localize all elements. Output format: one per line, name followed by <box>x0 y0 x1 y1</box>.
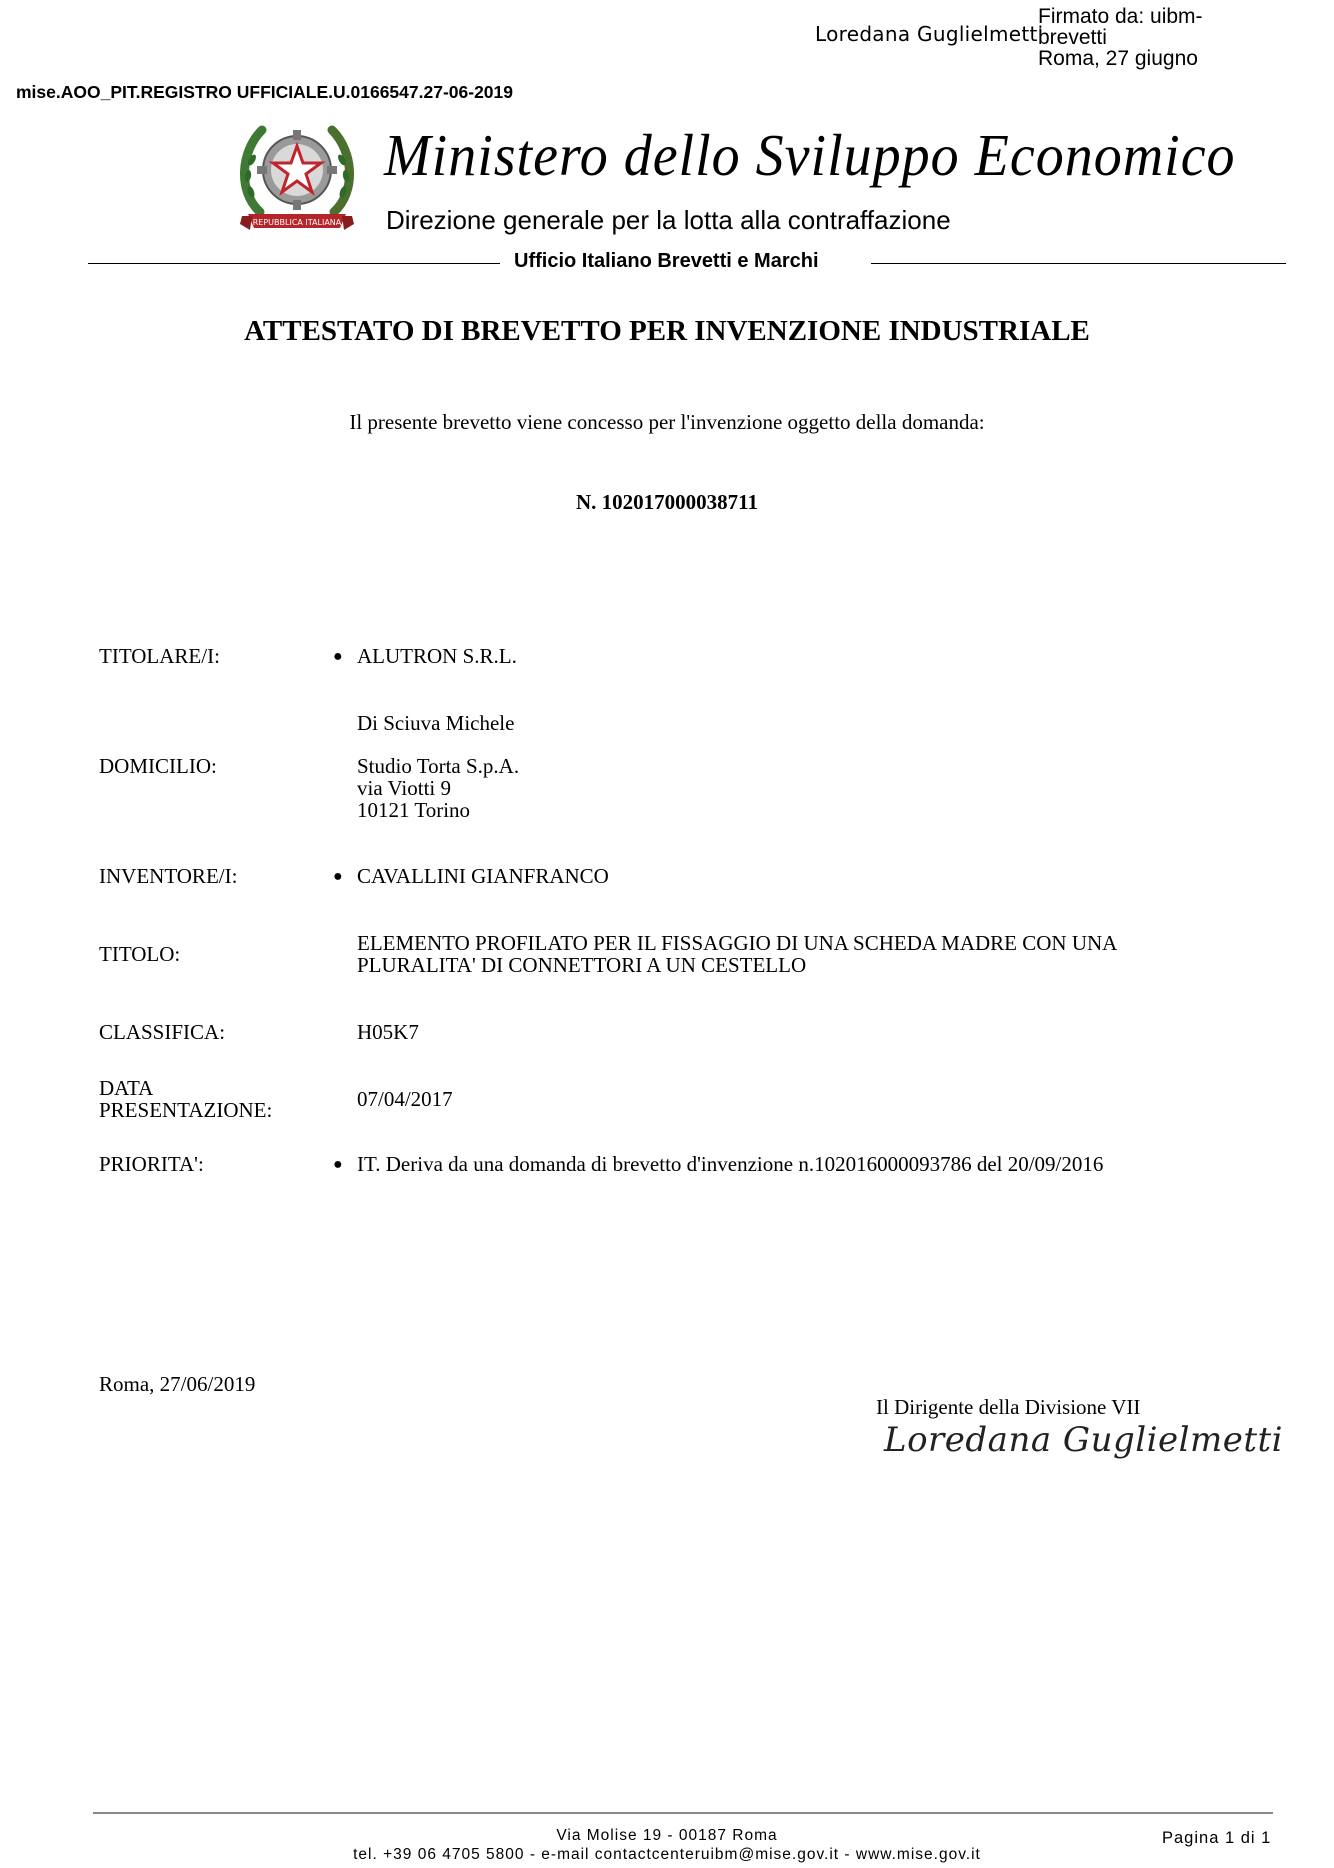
address-line: 10121 Torino <box>357 798 471 822</box>
protocol-number: mise.AOO_PIT.REGISTRO UFFICIALE.U.0166547.27-06-2019 <box>16 82 513 102</box>
signature-line: brevetti <box>1038 26 1107 49</box>
address-line: Studio Torta S.p.A. <box>357 754 520 778</box>
label-line: DATA <box>99 1076 154 1100</box>
filing-date-label <box>99 1077 272 1121</box>
footer-address: Via Molise 19 - 00187 Roma <box>556 1827 778 1844</box>
ministry-name: Ministero dello Sviluppo Economico <box>384 123 1236 189</box>
header-divider <box>871 263 1286 264</box>
inventor-value: CAVALLINI GIANFRANCO <box>357 864 609 888</box>
footer-contact: tel. +39 06 4705 5800 - e-mail contactcenteruibm@mise.gov.it - www.mise.gov.it <box>353 1846 981 1863</box>
bullet: ● <box>333 1156 343 1173</box>
inventors-label: INVENTORE/I: <box>99 864 238 888</box>
label-line: PRESENTAZIONE: <box>99 1098 273 1122</box>
page-number: Pagina 1 di 1 <box>1162 1829 1272 1847</box>
emblem-ribbon-text: REPUBBLICA ITALIANA <box>252 218 342 227</box>
bullet: ● <box>333 648 343 665</box>
domicile-label: DOMICILIO: <box>99 754 217 778</box>
priority-value: IT. Deriva da una domanda di brevetto d'invenzione n.102016000093786 del 20/09/2016 <box>357 1152 1104 1176</box>
holder-value: ALUTRON S.R.L. <box>357 644 517 668</box>
title-label: TITOLO: <box>99 942 181 966</box>
patent-number: N. 102017000038711 <box>575 490 758 514</box>
classification-label: CLASSIFICA: <box>99 1020 226 1044</box>
signatory-role: Il Dirigente della Divisione VII <box>876 1395 1141 1419</box>
attorney-name: Di Sciuva Michele <box>357 711 515 735</box>
directorate-name: Direzione generale per la lotta alla contraffazione <box>386 205 951 235</box>
title-line: PLURALITA' DI CONNETTORI A UN CESTELLO <box>357 953 807 977</box>
domicile-address <box>357 755 519 821</box>
place-and-date: Roma, 27/06/2019 <box>99 1372 256 1396</box>
holders-label: TITOLARE/I: <box>99 644 220 668</box>
document-title: ATTESTATO DI BREVETTO PER INVENZIONE INDUSTRIALE <box>244 315 1090 347</box>
office-name: Ufficio Italiano Brevetti e Marchi <box>514 250 819 272</box>
handwritten-signature: Loredana Guglielmetti <box>884 1420 1284 1460</box>
footer-divider <box>93 1812 1273 1814</box>
header-divider <box>88 263 500 264</box>
signature-line: Firmato da: uibm- <box>1038 6 1203 28</box>
bullet: ● <box>333 868 343 885</box>
title-line: ELEMENTO PROFILATO PER IL FISSAGGIO DI UNA SCHEDA MADRE CON UNA <box>357 931 1118 955</box>
signer-name: Loredana Guglielmetti <box>815 22 1044 46</box>
invention-title <box>357 932 1117 976</box>
filing-date-value: 07/04/2017 <box>357 1087 453 1111</box>
address-line: via Viotti 9 <box>357 776 452 800</box>
intro-text: Il presente brevetto viene concesso per l'invenzione oggetto della domanda: <box>349 410 985 434</box>
digital-signature-block <box>1038 6 1258 70</box>
classification-value: H05K7 <box>357 1020 419 1044</box>
priority-label: PRIORITA': <box>99 1152 204 1176</box>
signature-line: Roma, 27 giugno <box>1038 47 1198 70</box>
republic-emblem-icon <box>238 112 356 240</box>
